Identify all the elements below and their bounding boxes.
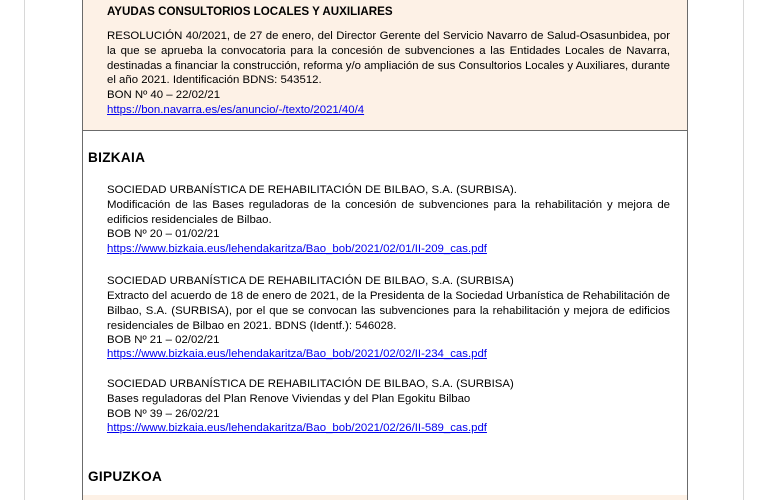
navarra-resolution-text: RESOLUCIÓN 40/2021, de 27 de enero, del Director Gerente del Servicio Navarro de Salud-Osasunbidea, por la que se aprueba la convocatoria para la concesión de subvenciones a las Entidades Locales de Navarra, destinadas a financiar la construcción, reforma y/o ampliación de sus Consultorios Locales y Auxiliares, durante el año 2021. Identificación BDNS: 543512. bbox=[107, 30, 670, 87]
navarra-bulletin-link[interactable]: https://bon.navarra.es/es/anuncio/-/texto/2021/40/4 bbox=[107, 104, 365, 116]
bizkaia-item-2-text: Extracto del acuerdo de 18 de enero de 2021, de la Presidenta de la Sociedad Urbanística de Rehabilitación de Bilbao, S.A. (SURBISA), por el que se convocan las subvenciones para la rehabilitación y mejora de edificios residenciales de Bilbao en 2021. BDNS (Identf.): 546028. bbox=[107, 290, 670, 332]
bizkaia-item-2-bulletin: BOB Nº 21 – 02/02/21 bbox=[107, 334, 220, 346]
bizkaia-item-2-entity: SOCIEDAD URBANÍSTICA DE REHABILITACIÓN DE BILBAO, S.A. (SURBISA) bbox=[107, 275, 514, 287]
bizkaia-item-1-link-line bbox=[107, 242, 670, 257]
bizkaia-item-3-bulletin: BOB Nº 39 – 26/02/21 bbox=[107, 408, 220, 420]
bizkaia-section-title: BIZKAIA bbox=[88, 150, 146, 165]
bizkaia-item-2-link[interactable]: https://www.bizkaia.eus/lehendakaritza/Bao_bob/2021/02/02/II-234_cas.pdf bbox=[107, 348, 487, 360]
bizkaia-item-1-bulletin: BOB Nº 20 – 01/02/21 bbox=[107, 228, 220, 240]
navarra-bulletin-ref: BON Nº 40 – 22/02/21 bbox=[107, 89, 221, 101]
bizkaia-item-1-link[interactable]: https://www.bizkaia.eus/lehendakaritza/Bao_bob/2021/02/01/II-209_cas.pdf bbox=[107, 243, 487, 255]
navarra-heading: AYUDAS CONSULTORIOS LOCALES Y AUXILIARES bbox=[107, 5, 393, 18]
bizkaia-item-1-entity: SOCIEDAD URBANÍSTICA DE REHABILITACIÓN DE BILBAO, S.A. (SURBISA). bbox=[107, 184, 517, 196]
bizkaia-item-3-link-line bbox=[107, 421, 670, 436]
gipuzkoa-section-title: GIPUZKOA bbox=[88, 469, 163, 484]
navarra-link-line bbox=[107, 103, 670, 118]
bizkaia-item-3-text: Bases reguladoras del Plan Renove Viviendas y del Plan Egokitu Bilbao bbox=[107, 393, 471, 405]
bizkaia-item-3-link[interactable]: https://www.bizkaia.eus/lehendakaritza/Bao_bob/2021/02/26/II-589_cas.pdf bbox=[107, 422, 487, 434]
bizkaia-item-2-link-line bbox=[107, 347, 670, 362]
bizkaia-item-1-text: Modificación de las Bases reguladoras de la concesión de subvenciones para la rehabilitación y mejora de edificios residenciales de Bilbao. bbox=[107, 199, 670, 226]
bizkaia-item-3-entity: SOCIEDAD URBANÍSTICA DE REHABILITACIÓN DE BILBAO, S.A. (SURBISA) bbox=[107, 378, 514, 390]
